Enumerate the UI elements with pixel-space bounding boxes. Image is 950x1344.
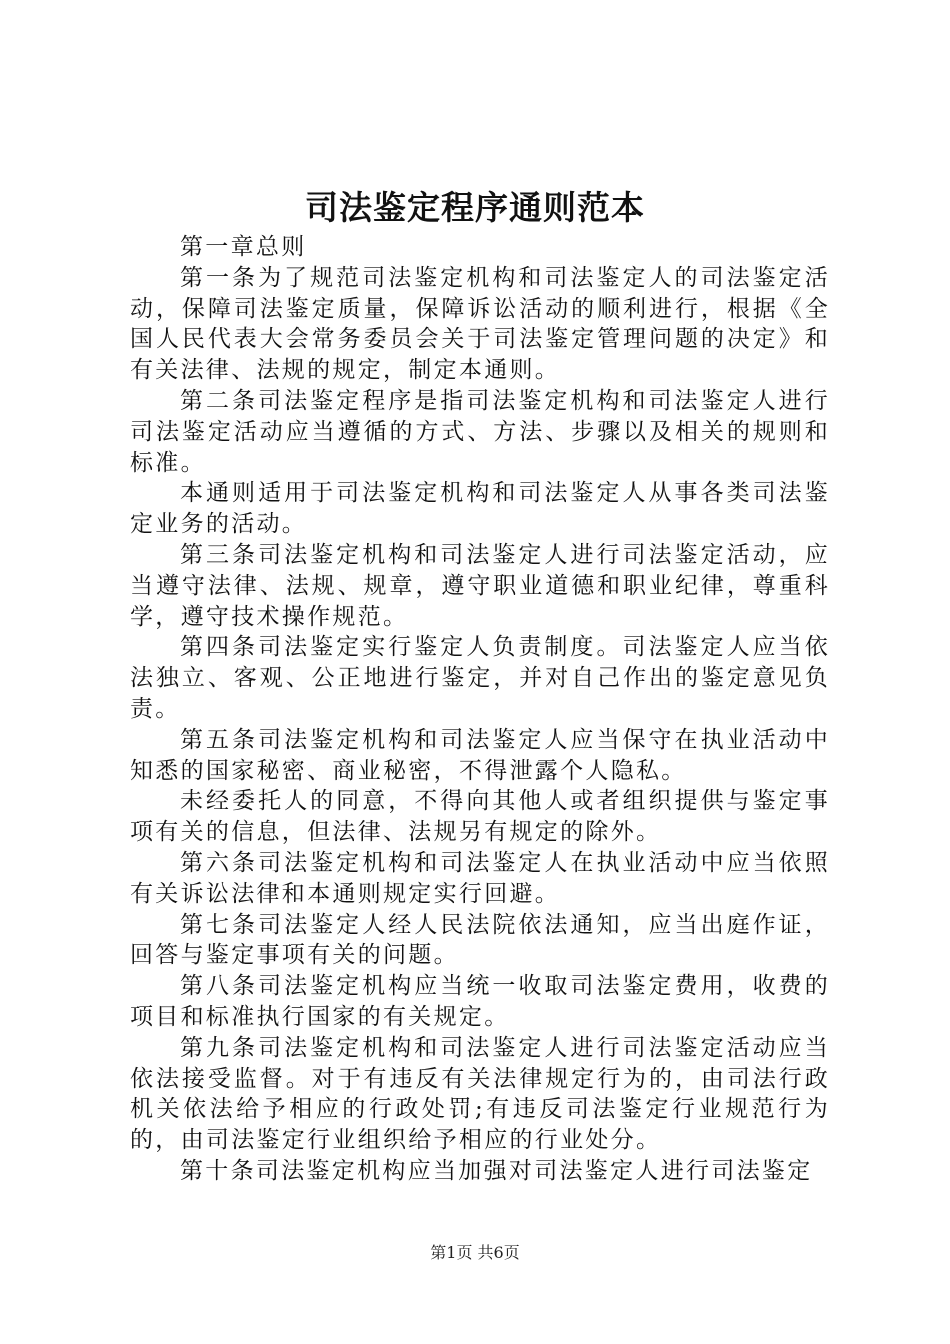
article-3: 第三条司法鉴定机构和司法鉴定人进行司法鉴定活动，应当遵守法律、法规、规章，遵守职业道德和职业纪律，尊重科学，遵守技术操作规范。 [130, 541, 830, 630]
document-body [130, 232, 830, 1187]
chapter-heading: 第一章总则 [180, 234, 307, 260]
document-title: 司法鉴定程序通则范本 [305, 188, 645, 227]
article-5-consent: 未经委托人的同意，不得向其他人或者组织提供与鉴定事项有关的信息，但法律、法规另有规定的除外。 [130, 788, 830, 846]
article-1: 第一条为了规范司法鉴定机构和司法鉴定人的司法鉴定活动，保障司法鉴定质量，保障诉讼活动的顺利进行，根据《全国人民代表大会常务委员会关于司法鉴定管理问题的决定》和有关法律、法规的规定，制定本通则。 [130, 264, 830, 384]
article-4: 第四条司法鉴定实行鉴定人负责制度。司法鉴定人应当依法独立、客观、公正地进行鉴定，并对自己作出的鉴定意见负责。 [130, 634, 830, 722]
article-2-scope: 本通则适用于司法鉴定机构和司法鉴定人从事各类司法鉴定业务的活动。 [130, 480, 830, 538]
article-6: 第六条司法鉴定机构和司法鉴定人在执业活动中应当依照有关诉讼法律和本通则规定实行回避。 [130, 849, 830, 907]
article-10: 第十条司法鉴定机构应当加强对司法鉴定人进行司法鉴定 [180, 1157, 813, 1184]
page-number: 第1页 共6页 [430, 1243, 520, 1262]
article-7: 第七条司法鉴定人经人民法院依法通知，应当出庭作证，回答与鉴定事项有关的问题。 [130, 911, 830, 969]
article-9: 第九条司法鉴定机构和司法鉴定人进行司法鉴定活动应当依法接受监督。对于有违反有关法律规定行为的，由司法行政机关依法给予相应的行政处罚;有违反司法鉴定行业规范行为的，由司法鉴定行业组织给予相应的行业处分。 [130, 1034, 830, 1154]
article-8: 第八条司法鉴定机构应当统一收取司法鉴定费用，收费的项目和标准执行国家的有关规定。 [130, 973, 830, 1030]
article-5: 第五条司法鉴定机构和司法鉴定人应当保守在执业活动中知悉的国家秘密、商业秘密，不得泄露个人隐私。 [130, 726, 830, 784]
article-2: 第二条司法鉴定程序是指司法鉴定机构和司法鉴定人进行司法鉴定活动应当遵循的方式、方法、步骤以及相关的规则和标准。 [130, 387, 830, 476]
